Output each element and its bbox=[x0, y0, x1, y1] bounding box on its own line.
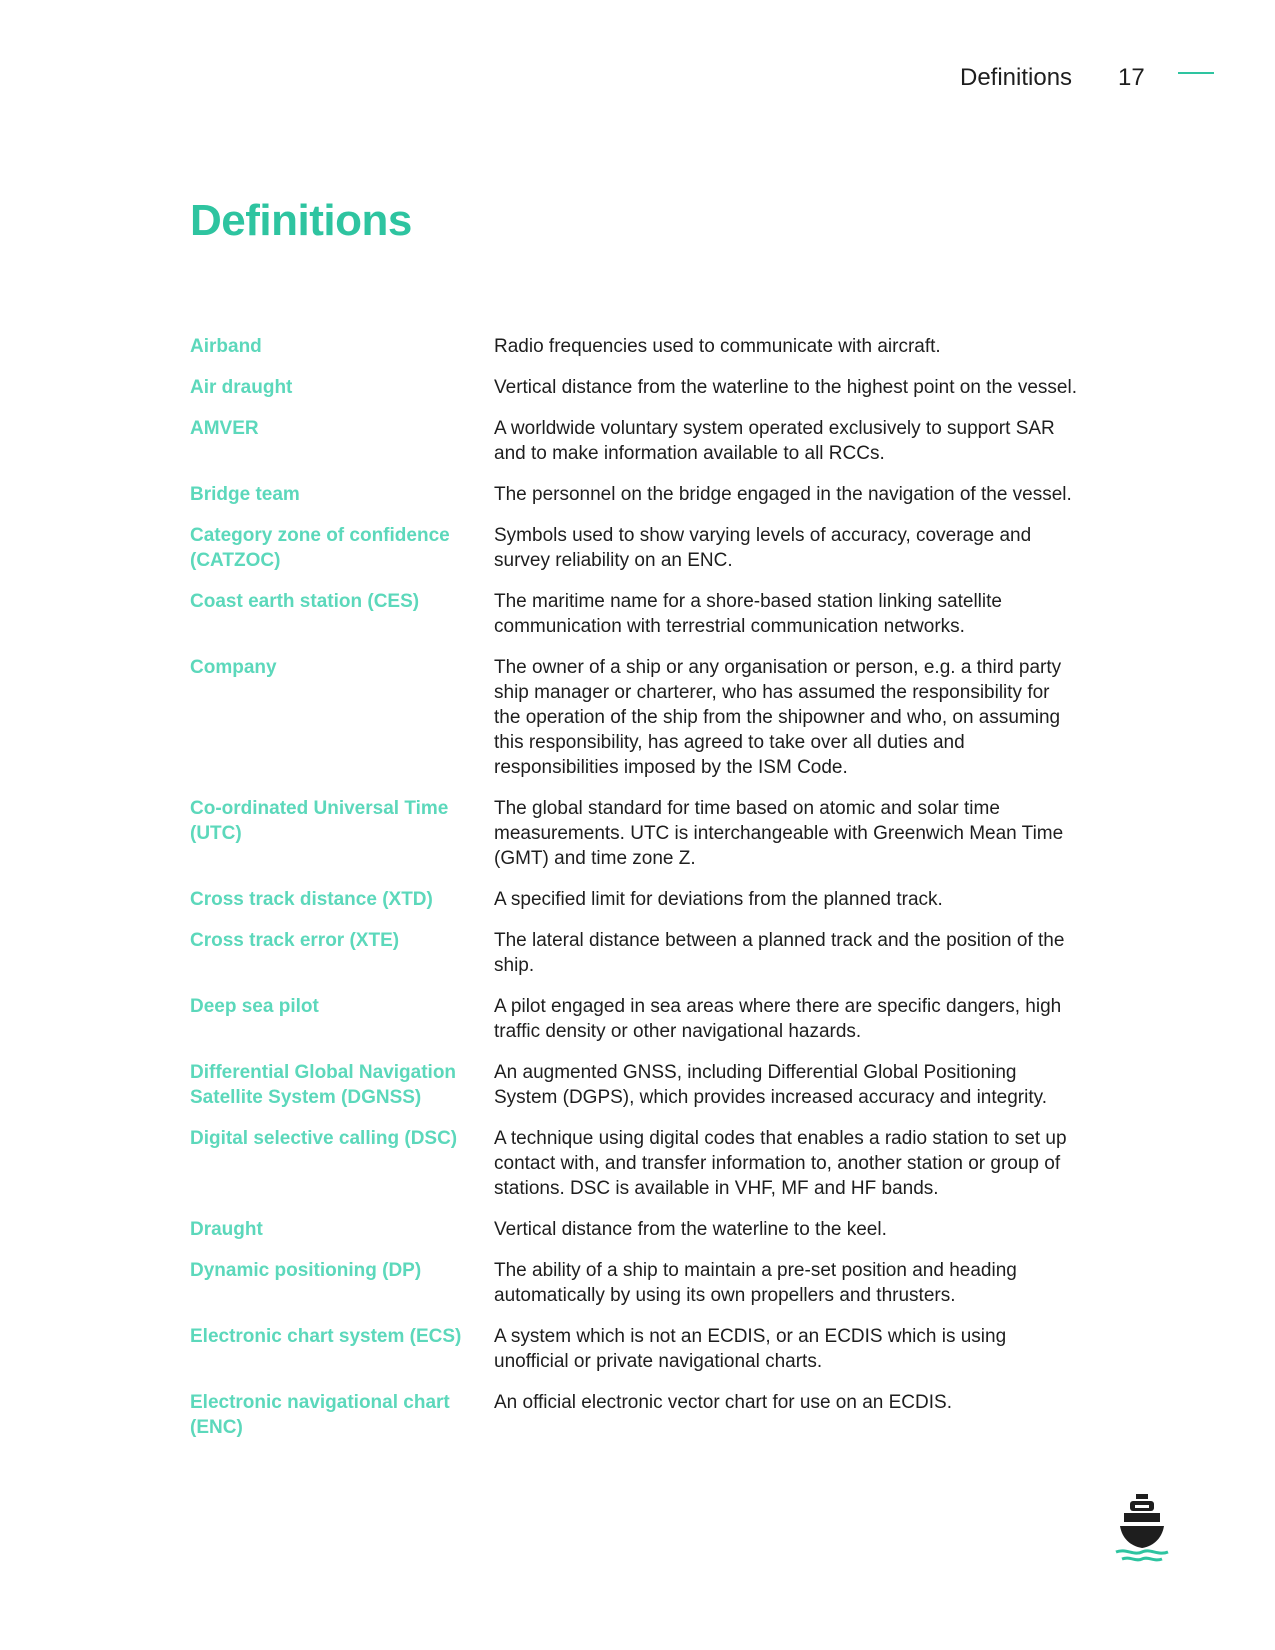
definition-text: The personnel on the bridge engaged in the navigation of the vessel. bbox=[494, 484, 1072, 505]
running-header bbox=[0, 64, 1275, 104]
definition-row bbox=[190, 1258, 1080, 1308]
definition-row bbox=[190, 655, 1080, 780]
definition-text: An official electronic vector chart for use on an ECDIS. bbox=[494, 1392, 952, 1413]
ship-window bbox=[1135, 1505, 1149, 1508]
ship-wave-1 bbox=[1116, 1551, 1168, 1553]
definition-term: Category zone of confidence (CATZOC) bbox=[190, 525, 450, 571]
definition-row bbox=[190, 375, 1080, 400]
definition-text: The global standard for time based on atomic and solar time measurements. UTC is interchangeable with Greenwich Mean Time (GMT) and time zone Z. bbox=[494, 798, 1064, 869]
definition-term: Draught bbox=[190, 1219, 263, 1240]
page-title: Definitions bbox=[190, 196, 412, 245]
definition-text: The lateral distance between a planned track and the position of the ship. bbox=[494, 930, 1065, 976]
definition-term: Airband bbox=[190, 336, 262, 357]
definition-row bbox=[190, 994, 1080, 1044]
definition-term: Co-ordinated Universal Time (UTC) bbox=[190, 798, 449, 844]
definition-row bbox=[190, 928, 1080, 978]
definition-row bbox=[190, 523, 1080, 573]
definition-row bbox=[190, 1390, 1080, 1440]
definition-text: The owner of a ship or any organisation or person, e.g. a third party ship manager or charterer, who has assumed the responsibility for the operation of the ship from the shipowner and who, on assuming this responsibility, has agreed to take over all duties and responsibilities imposed by the ISM Code. bbox=[494, 657, 1062, 778]
definition-term: Dynamic positioning (DP) bbox=[190, 1260, 422, 1281]
definition-term: Cross track distance (XTD) bbox=[190, 889, 433, 910]
definition-text: A technique using digital codes that enables a radio station to set up contact with, and transfer information to, another station or group of stations. DSC is available in VHF, MF and HF bands. bbox=[494, 1128, 1067, 1199]
definition-term: Company bbox=[190, 657, 277, 678]
definition-text: Radio frequencies used to communicate with aircraft. bbox=[494, 336, 941, 357]
ship-hull-lower bbox=[1120, 1526, 1164, 1548]
ship-funnel bbox=[1136, 1494, 1148, 1499]
ship-wave-2 bbox=[1122, 1558, 1162, 1560]
definition-text: Vertical distance from the waterline to the highest point on the vessel. bbox=[494, 377, 1077, 398]
ship-icon bbox=[1114, 1494, 1170, 1566]
header-rule bbox=[1178, 72, 1214, 74]
definitions-list bbox=[190, 334, 1080, 1456]
page-number: 17 bbox=[1118, 64, 1145, 91]
definition-row bbox=[190, 796, 1080, 871]
definition-text: An augmented GNSS, including Differential Global Positioning System (DGPS), which provides increased accuracy and integrity. bbox=[494, 1062, 1047, 1108]
definition-term: Electronic chart system (ECS) bbox=[190, 1326, 462, 1347]
ship-hull-upper bbox=[1124, 1513, 1160, 1522]
definition-text: A pilot engaged in sea areas where there are specific dangers, high traffic density or other navigational hazards. bbox=[494, 996, 1062, 1042]
definition-text: A specified limit for deviations from the planned track. bbox=[494, 889, 943, 910]
definition-term: Differential Global Navigation Satellite System (DGNSS) bbox=[190, 1062, 457, 1108]
definition-term: Electronic navigational chart (ENC) bbox=[190, 1392, 450, 1438]
definition-row bbox=[190, 589, 1080, 639]
definition-text: Symbols used to show varying levels of accuracy, coverage and survey reliability on an ENC. bbox=[494, 525, 1032, 571]
definition-term: Deep sea pilot bbox=[190, 996, 319, 1017]
definition-term: Digital selective calling (DSC) bbox=[190, 1128, 458, 1149]
definition-row bbox=[190, 334, 1080, 359]
definition-term: Bridge team bbox=[190, 484, 300, 505]
definition-term: Cross track error (XTE) bbox=[190, 930, 400, 951]
running-title: Definitions bbox=[960, 64, 1073, 91]
definition-text: The maritime name for a shore-based station linking satellite communication with terrestrial communication networks. bbox=[494, 591, 1002, 637]
definition-row bbox=[190, 1324, 1080, 1374]
definition-term: Coast earth station (CES) bbox=[190, 591, 420, 612]
definition-row bbox=[190, 416, 1080, 466]
definition-text: The ability of a ship to maintain a pre-set position and heading automatically by using its own propellers and thrusters. bbox=[494, 1260, 1017, 1306]
definition-term: AMVER bbox=[190, 418, 259, 439]
definition-row bbox=[190, 1217, 1080, 1242]
definition-text: A worldwide voluntary system operated exclusively to support SAR and to make information available to all RCCs. bbox=[494, 418, 1055, 464]
definition-text: A system which is not an ECDIS, or an ECDIS which is using unofficial or private navigational charts. bbox=[494, 1326, 1007, 1372]
definition-row bbox=[190, 1060, 1080, 1110]
definition-row bbox=[190, 1126, 1080, 1201]
definition-row bbox=[190, 482, 1080, 507]
definition-text: Vertical distance from the waterline to the keel. bbox=[494, 1219, 887, 1240]
definition-term: Air draught bbox=[190, 377, 293, 398]
definition-row bbox=[190, 887, 1080, 912]
